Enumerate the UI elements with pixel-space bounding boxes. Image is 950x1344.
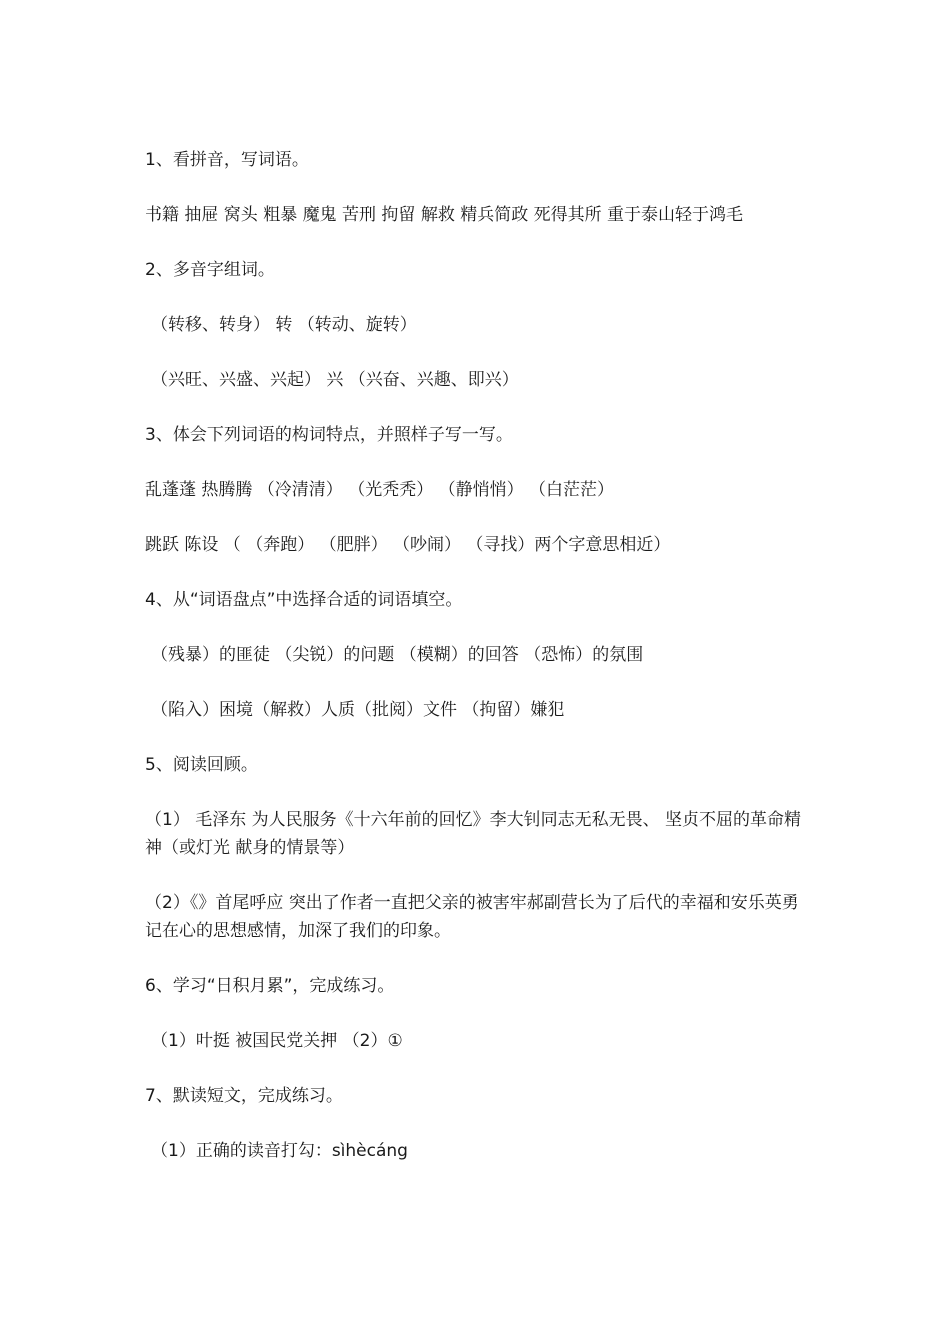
section-heading-4: 4、从“词语盘点”中选择合适的词语填空。 <box>145 590 463 610</box>
section-heading-7: 7、默读短文，完成练习。 <box>145 1086 343 1106</box>
answer-line: （陷入）困境（解救）人质（批阅）文件 （拘留）嫌犯 <box>151 700 565 720</box>
answer-line: 书籍 抽屉 窝头 粗暴 魔鬼 苦刑 拘留 解救 精兵简政 死得其所 重于泰山轻于鸿毛 <box>145 205 744 225</box>
section-heading-3: 3、体会下列词语的构词特点，并照样子写一写。 <box>145 425 513 445</box>
section-heading-2: 2、多音字组词。 <box>145 260 275 280</box>
answer-line: （残暴）的匪徒 （尖锐）的问题 （模糊）的回答 （恐怖）的氛围 <box>151 645 644 665</box>
answer-line: 跳跃 陈设 （ （奔跑） （肥胖） （吵闹） （寻找）两个字意思相近） <box>145 535 671 555</box>
answer-line: （1）正确的读音打勾：sìhècáng <box>151 1141 408 1161</box>
answer-paragraph: （1） 毛泽东 为人民服务《十六年前的回忆》李大钊同志无私无畏、 坚贞不屈的革命精神（或灯光 献身的情景等） <box>145 810 802 858</box>
section-heading-5: 5、阅读回顾。 <box>145 755 258 775</box>
answer-line: （1）叶挺 被国民党关押 （2）① <box>151 1031 403 1051</box>
document-page <box>145 146 815 1165</box>
answer-paragraph: （2）《》首尾呼应 突出了作者一直把父亲的被害牢郝副营长为了后代的幸福和安乐英勇记在心的思想感情，加深了我们的印象。 <box>145 893 799 941</box>
answer-line: （兴旺、兴盛、兴起） 兴 （兴奋、兴趣、即兴） <box>151 370 519 390</box>
section-heading-6: 6、学习“日积月累”，完成练习。 <box>145 976 395 996</box>
answer-line: （转移、转身） 转 （转动、旋转） <box>151 315 417 335</box>
answer-line: 乱蓬蓬 热腾腾 （冷清清） （光秃秃） （静悄悄） （白茫茫） <box>145 480 615 500</box>
section-heading-1: 1、看拼音，写词语。 <box>145 150 309 170</box>
